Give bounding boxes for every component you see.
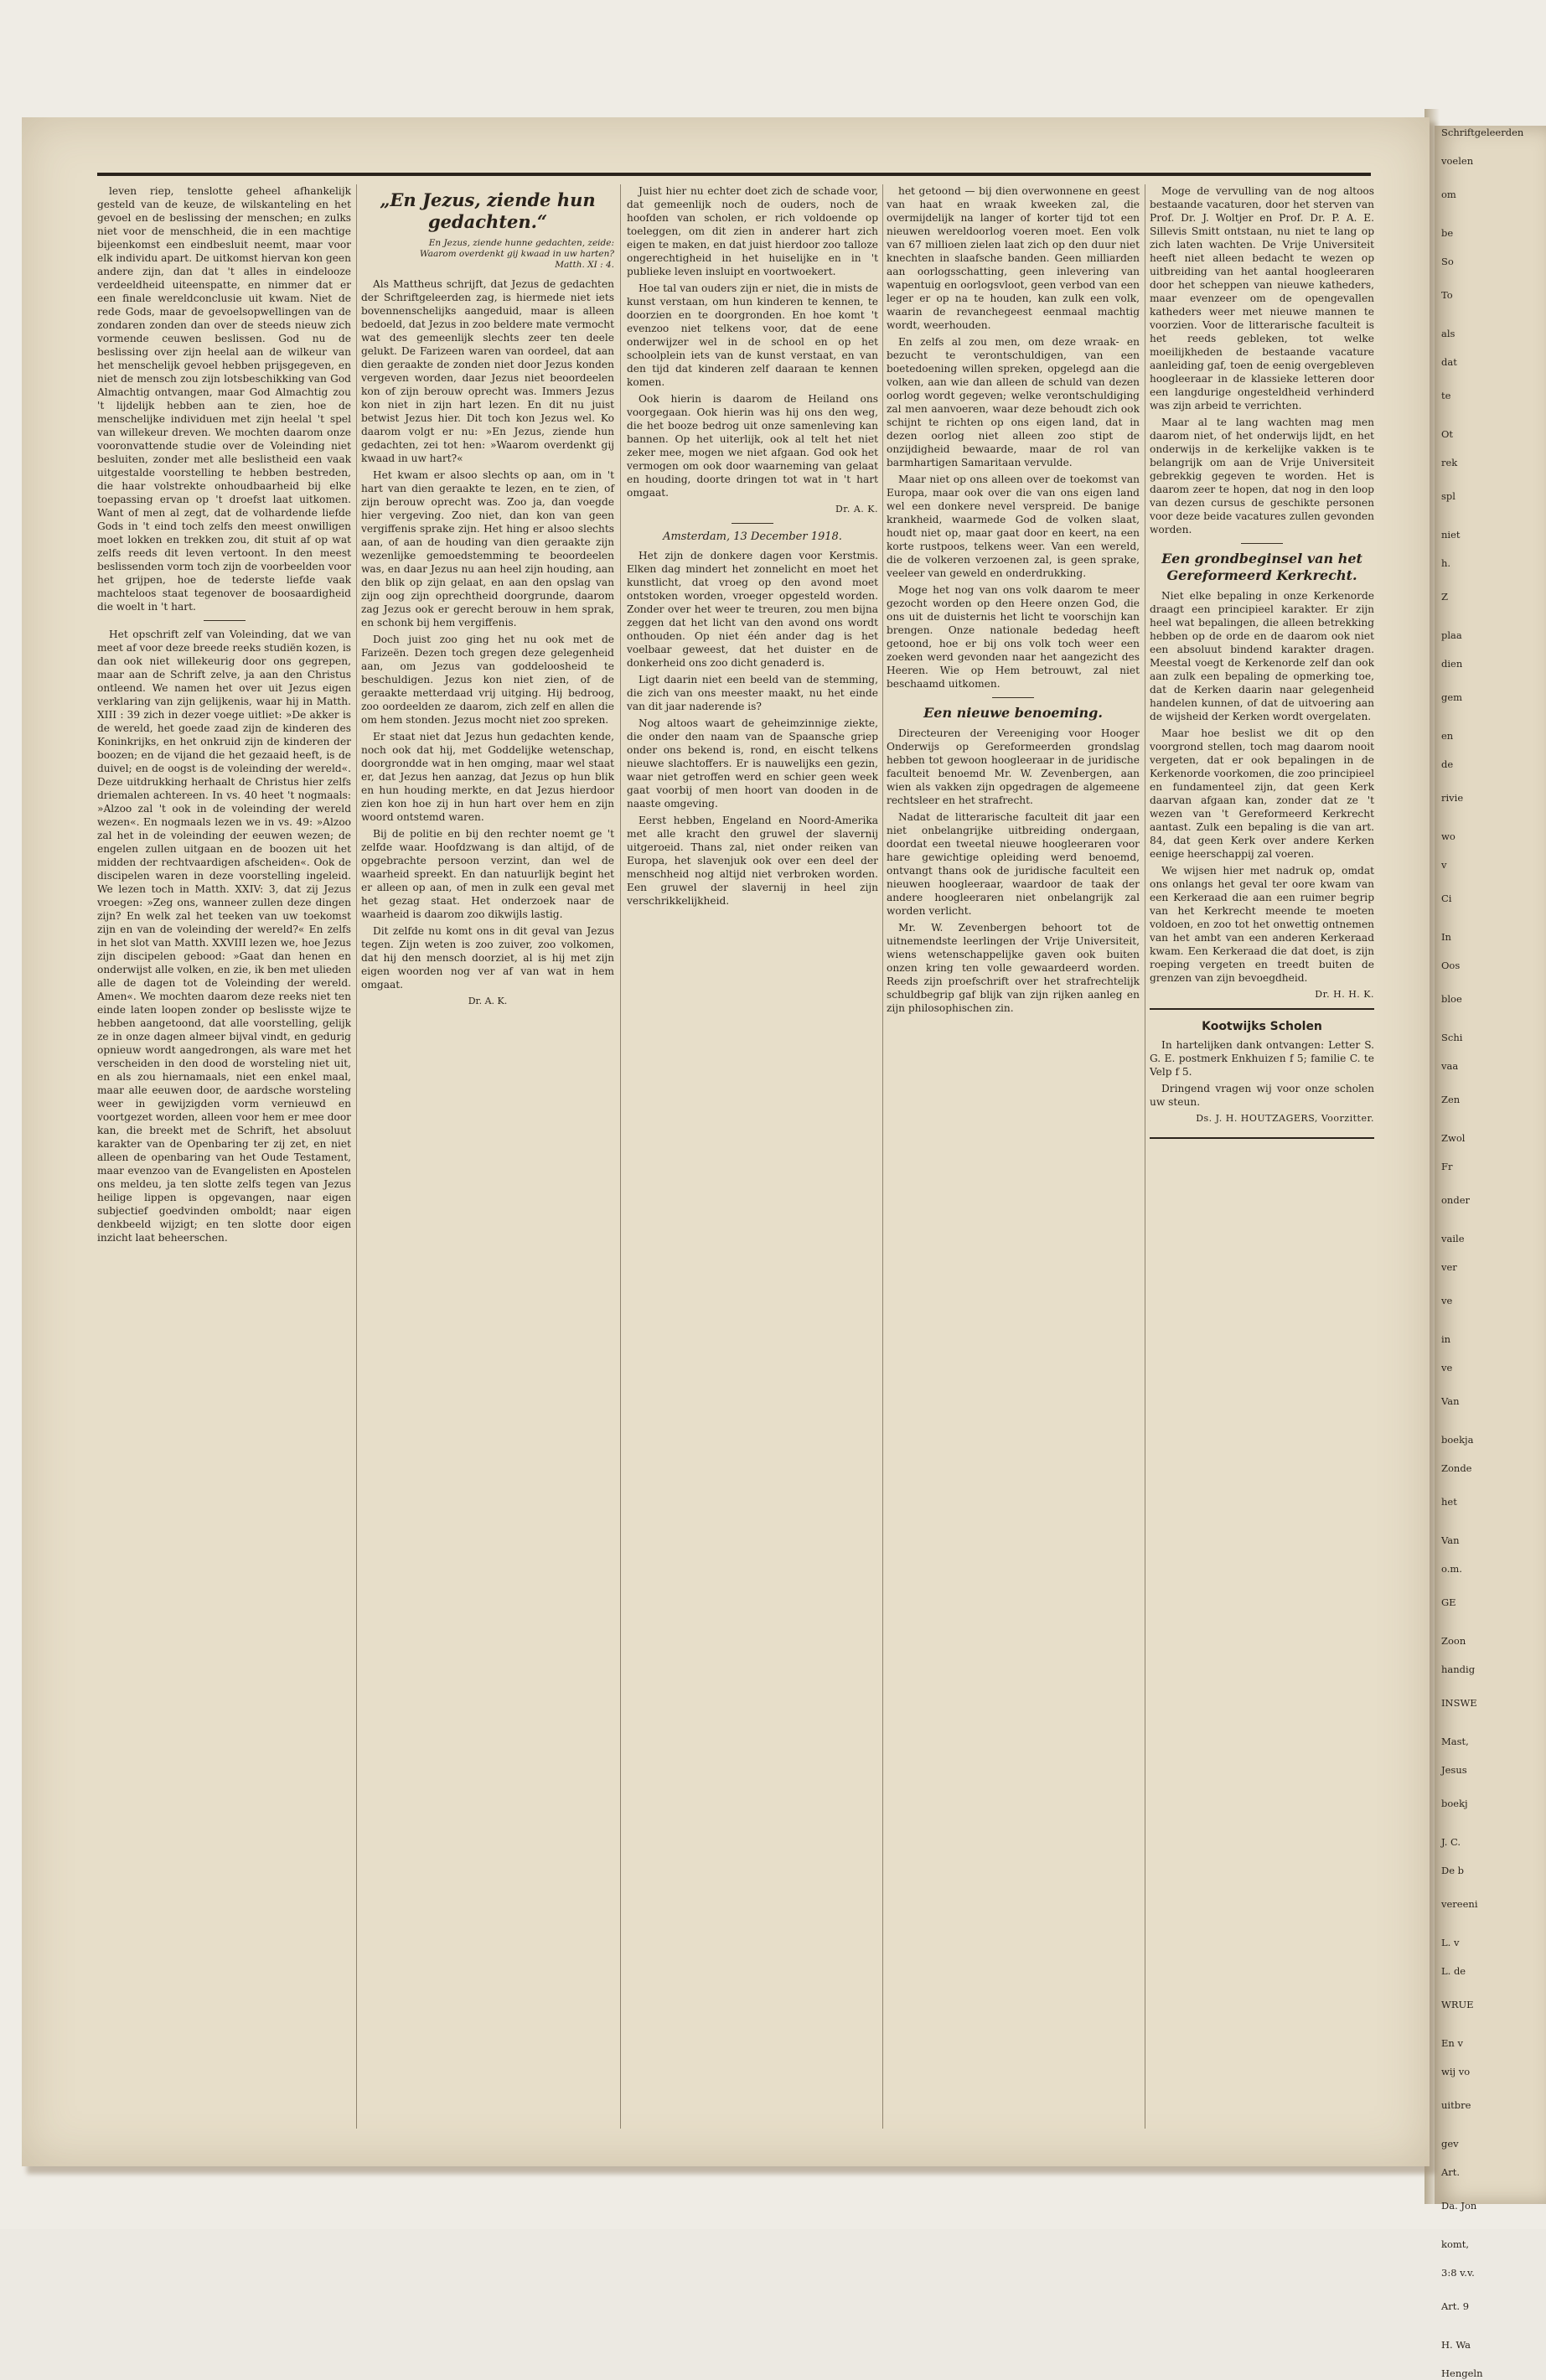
stub-line: plaa bbox=[1441, 629, 1462, 641]
stub-line: rek bbox=[1441, 457, 1458, 468]
stub-line: spl bbox=[1441, 490, 1456, 502]
paragraph: Maar niet op ons alleen over de toekomst van Europa, maar ook over die van ons eigen land wel een donkere nevel verspreid. De banige krankheid, waarmede God de volken slaat, houdt niet op, maar gaat door en keert, na een korte rustpoos, telkens weer. Van een wereld, die de volkeren verzoenen zal, is geen sprake, veeleer van geweld en onderdrukking. bbox=[887, 473, 1140, 579]
stub-line: Van bbox=[1441, 1395, 1460, 1407]
paragraph: Ligt daarin niet een beeld van de stemming, die zich van ons meester maakt, nu het einde van dit jaar naderende is? bbox=[627, 674, 878, 712]
stub-line: handig bbox=[1441, 1663, 1476, 1675]
stub-line: het bbox=[1441, 1496, 1457, 1508]
column-rule bbox=[356, 184, 357, 2129]
stub-line: Schi bbox=[1441, 1032, 1463, 1043]
paragraph: Hoe tal van ouders zijn er niet, die in mists de kunst verstaan, om hun kinderen te kennen, te doorzien en te doorgronden. En hoe komt 't evenzoo niet telkens voor, dat de eene onderwijzer wel in de school en op het schoolplein iets van de kunst verstaat, en van den tijd dat kinderen zelf daaraan te kennen komen. bbox=[627, 282, 878, 388]
stub-line: niet bbox=[1441, 529, 1461, 541]
stub-line: Ot bbox=[1441, 428, 1454, 440]
stub-line: Jesus bbox=[1441, 1764, 1467, 1776]
paragraph: We wijsen hier met nadruk op, omdat ons onlangs het geval ter oore kwam van een Kerkeraad die aan een ruimer begrip van het Kerkrecht meende te moeten voldoen, en zoo tot het onwettig ontnemen van het ambt van een anderen Kerkeraad kwam. Een Kerkeraad die dat doet, is zijn roeping vergeten en treedt buiten de grenzen van zijn bevoegdheid. bbox=[1150, 865, 1374, 984]
stub-line: en bbox=[1441, 730, 1454, 742]
stub-line: wo bbox=[1441, 830, 1456, 842]
stub-line: wij vo bbox=[1441, 2066, 1471, 2077]
stub-line: Art. 9 bbox=[1441, 2300, 1470, 2312]
stub-line: dat bbox=[1441, 356, 1457, 368]
paragraph: Maar hoe beslist we dit op den voorgrond stellen, toch mag daarom nooit vergeten, dat er ook bepalingen in de Kerkenorde voorkomen, die zoo principieel en fundamenteel zijn, dat geen Kerk daarvan afgaan kan, zonder dat ze 't wezen van 't Gereformeerd Kerkrecht aantast. Zulk een bepaling is die van art. 84, dat geen Kerk over andere Kerken eenige heerschappij zal voeren. bbox=[1150, 727, 1374, 860]
stub-line: H. Wa bbox=[1441, 2339, 1471, 2351]
stub-line: dien bbox=[1441, 658, 1463, 670]
column-3 bbox=[627, 184, 878, 2137]
signature: Ds. J. H. HOUTZAGERS, Voorzitter. bbox=[1196, 1113, 1374, 1124]
stub-line: So bbox=[1441, 256, 1454, 267]
stub-line: voelen bbox=[1441, 155, 1474, 167]
stub-line: uitbre bbox=[1441, 2099, 1471, 2111]
stub-line: te bbox=[1441, 390, 1451, 401]
stub-line: Hengeln bbox=[1441, 2367, 1483, 2379]
paragraph: het getoond — bij dien overwonnene en geest van haat en wraak kweeken zal, die overmijdelijk na langer of korter tijd tot een nieuwen wereldoorlog voeren moet. Een volk van 67 millioen zielen laat zich op den duur niet knechten in slaafsche banden. Geen milliarden aan oorlogsschatting, geen inlevering van wapentuig en oorlogsvloot, geen verbod van een leger er op na te houden, kan zulk een volk, waarin de revanchegeest eenmaal machtig wordt, weerhouden. bbox=[887, 185, 1140, 331]
stub-line: onder bbox=[1441, 1194, 1470, 1206]
stub-line: In bbox=[1441, 931, 1451, 943]
adjacent-page-text bbox=[1441, 126, 1542, 2379]
stub-line: gem bbox=[1441, 691, 1463, 703]
stub-line: o.m. bbox=[1441, 1563, 1462, 1575]
section-heading: Een nieuwe benoeming. bbox=[923, 705, 1103, 721]
stub-line: de bbox=[1441, 758, 1454, 770]
paragraph: Bij de politie en bij den rechter noemt ge 't zelfde waar. Hoofdzwang is dan altijd, of de opgebrachte persoon verzint, dan wel de waarheid spreekt. En dan natuurlijk begint het er alleen op aan, of men in zulk een geval met het gezag staat. Het onderzoek naar de waarheid is daarom zoo dikwijls lastig. bbox=[361, 828, 614, 920]
column-2 bbox=[361, 184, 614, 2137]
paragraph: Maar al te lang wachten mag men daarom niet, of het onderwijs lijdt, en het onderwijs in de kerkelijke vakken is te belangrijk om aan de Vrije Universiteit gebrekkig gegeven te worden. Het is daarom zeer te hopen, dat nog in den loop van dezen cursus de geschikte personen voor deze beide vacatures zullen gevonden worden. bbox=[1150, 416, 1374, 536]
stub-line: boekj bbox=[1441, 1798, 1468, 1809]
paragraph: Dringend vragen wij voor onze scholen uw steun. bbox=[1150, 1083, 1374, 1108]
paragraph: Nadat de litterarische faculteit dit jaar een niet onbelangrijke uitbreiding ondergaan, doordat een tweetal nieuwe hoogleeraren voor hare gewichtige opleiding werd benoemd, ontvangt thans ook de juridische faculteit een nieuwen hoogleeraar, waardoor de taak der andere hoogleeraren niet onbelangrijk zal worden verlicht. bbox=[887, 811, 1140, 917]
article-title: „En Jezus, ziende hun gedachten.“ bbox=[380, 189, 596, 232]
separator bbox=[1241, 543, 1283, 544]
scripture-motto: En Jezus, ziende hunne gedachten, zeide: Waarom overdenkt gij kwaad in uw harten? Matth. XI : 4. bbox=[419, 238, 614, 270]
stub-line: Van bbox=[1441, 1534, 1460, 1546]
stub-line: Art. bbox=[1441, 2166, 1461, 2178]
stub-line: De b bbox=[1441, 1865, 1465, 1876]
stub-line: Fr bbox=[1441, 1161, 1453, 1172]
paragraph: Moge de vervulling van de nog altoos bestaande vacaturen, door het sterven van Prof. Dr. J. Woltjer en Prof. Dr. P. A. E. Sillevis Smitt ontstaan, nu niet te lang op zich laten wachten. De Vrije Universiteit heeft niet alleen bedacht te wezen op uitbreiding van het aantal hoogleeraren door het scheppen van nieuwe katheders, maar evenzeer om de opengevallen katheders weer met nieuwe mannen te voorzien. Voor de litterarische faculteit is het reeds gebleken, tot welke moeilijkheden de bestaande vacature aanleiding gaf, toen de eenig overgebleven hoogleeraar in de klassieke letteren door een langdurige ongesteldheid verhinderd was zijn arbeid te verrichten. bbox=[1150, 185, 1374, 411]
paragraph: Mr. W. Zevenbergen behoort tot de uitnemendste leerlingen der Vrije Universiteit, wiens wetenschappelijke gaven ook buiten onzen kring ten volle gewaardeerd worden. Reeds zijn proefschrift over het strafrechtelijk schuldbegrip gaf blijk van zijn rijken aanleg en zijn philosophischen zin. bbox=[887, 922, 1140, 1014]
paragraph: Er staat niet dat Jezus hun gedachten kende, noch ook dat hij, met Goddelijke wetenschap, doorgrondde wat in hen omging, maar wel staat er, dat Jezus hen aanzag, dat Jezus op hun blik en hun houding merkte, en dat Jezus hierdoor zien kon hoe zij in hun hart over hem en zijn woord ontstemd waren. bbox=[361, 731, 614, 823]
stub-line: ver bbox=[1441, 1261, 1457, 1273]
paragraph: En zelfs al zou men, om deze wraak- en bezucht te verontschuldigen, van een boetedoening willen spreken, opgelegd aan die volken, aan wie dan alleen de schuld van dezen oorlog wordt gegeven; welke verontschuldiging zal men aanvoeren, waar deze behoudt zich ook schijnt te richten op ons eigen land, dat in dezen oorlog niet alleen zoo stipt de onzijdigheid bewaarde, maar de rol van barmhartigen Samaritaan vervulde. bbox=[887, 336, 1140, 468]
stub-line: Z bbox=[1441, 591, 1448, 603]
stub-line: WRUE bbox=[1441, 1999, 1474, 2010]
separator bbox=[732, 523, 773, 524]
paragraph: Het kwam er alsoo slechts op aan, om in 't hart van dien geraakte te lezen, en te zien, of zijn berouw oprecht was. Zoo ja, dan voegde hier vergeving. Zoo niet, dan kon van geen vergiffenis sprake zijn. Het hing er alsoo slechts aan, of aan de houding van dien geraakte zijn wezenlijke gemoedstemming te beoordeelen was, en daar Jezus nu aan heel zijn houding, aan den blik op zijn gelaat, en aan den opslag van zijn oog zijn oprechtheid doorgrunde, daarom zag Jezus ook er gerecht berouw in hem sprak, en schonk bij hem vergiffenis. bbox=[361, 469, 614, 629]
notice-heading: Kootwijks Scholen bbox=[1202, 1020, 1322, 1033]
stub-line: L. de bbox=[1441, 1965, 1466, 1977]
stub-line: gev bbox=[1441, 2138, 1459, 2150]
stub-line: om bbox=[1441, 189, 1456, 200]
signature: Dr. A. K. bbox=[835, 504, 878, 515]
paragraph: Moge het nog van ons volk daarom te meer gezocht worden op den Heere onzen God, die ons uit de duisternis het licht te voorschijn kan brengen. Onze nationale bededag heeft getoond, hoe er bij ons volk toch weer een zoeken werd gevonden naar het aangezicht des Heeren. Wie op Hem betrouwt, zal niet beschaamd uitkomen. bbox=[887, 584, 1140, 690]
stub-line: Zwol bbox=[1441, 1132, 1466, 1144]
stub-line: Zonde bbox=[1441, 1462, 1472, 1474]
paragraph: Nog altoos waart de geheimzinnige ziekte, die onder den naam van de Spaansche griep onder ons bekend is, rond, en eischt telkens nieuwe slachtoffers. Er is nauwelijks een gezin, waar niet getroffen werd en schier geen week gaat voorbij of men hoort van dooden in de naaste omgeving. bbox=[627, 717, 878, 810]
stub-line: h. bbox=[1441, 557, 1451, 569]
stub-line: En v bbox=[1441, 2037, 1463, 2049]
paragraph: Directeuren der Vereeniging voor Hooger Onderwijs op Gereformeerden grondslag hebben tot gewoon hoogleeraar in de juridische faculteit benoemd Mr. W. Zevenbergen, aan wien als vakken zijn opgedragen de algemeene rechtsleer en het strafrecht. bbox=[887, 727, 1140, 806]
stub-line: boekja bbox=[1441, 1434, 1474, 1446]
stub-line: Zoon bbox=[1441, 1635, 1466, 1647]
stub-line: ve bbox=[1441, 1362, 1453, 1374]
separator bbox=[992, 697, 1034, 698]
paragraph: Eerst hebben, Engeland en Noord-Amerika met alle kracht den gruwel der slavernij uitgeroeid. Thans zal, niet onder reiken van Europa, het slavenjuk ook over een deel der menschheid nog altijd niet verbroken worden. Een gruwel der slavernij in heel zijn verschrikkelijkheid. bbox=[627, 815, 878, 907]
newspaper-page bbox=[22, 117, 1430, 2166]
stub-line: rivie bbox=[1441, 792, 1464, 804]
paragraph: Niet elke bepaling in onze Kerkenorde draagt een principieel karakter. Er zijn heel wat bepalingen, die alleen betrekking hebben op de orde en de daarom ook niet een absoluut bindend karakter dragen. Meestal voegt de Kerkenorde zelf dan ook aan zulk een bepaling de opmerking toe, dat de Kerken daarin naar gelegenheid handelen kunnen, of dat de uitvoering aan de wijsheid der Kerken wordt overgelaten. bbox=[1150, 590, 1374, 722]
stub-line: INSWE bbox=[1441, 1697, 1477, 1709]
stub-line: v bbox=[1441, 859, 1447, 871]
paragraph: Het opschrift zelf van Voleinding, dat we van meet af voor deze breede reeks studiën kozen, is dan ook niet willekeurig door ons gegrepen, maar aan de Schrift zelve, ja aan den Christus ontleend. We namen het over uit Jezus eigen verklaring van zijn gelijkenis, waar hij in Matth. XIII : 39 zich in dezer voege uitliet: »De akker is de wereld, het goede zaad zijn de kinderen des Koninkrijks, en het onkruid zijn de kinderen der boozen; en de vijand die het gezaaid heeft, is de duivel; en de oogst is de voleinding der wereld«. Deze uitdrukking herhaalt de Christus hier zelfs driemalen achtereen. In vs. 40 heet 't nogmaals: »Alzoo zal 't ook in de voleinding der wereld wezen«. En nogmaals lezen we in vs. 49: »Alzoo zal het in de voleinding der eeuwen wezen; de engelen zullen uitgaan en de boozen uit het midden der rechtvaardigen afscheiden«. Ook de discipelen waren in deze voorstelling ingeleid. We lezen toch in Matth. XXIV: 3, dat zij Jezus vroegen: »Zeg ons, wanneer zullen deze dingen zijn? En welk zal het teeken van uw toekomst zijn en van de voleinding der wereld?« En zelfs in het slot van Matth. XXVIII lezen we, hoe Jezus zijn discipelen gebood: »Gaat dan henen en onderwijst alle volken, en zie, ik ben met ulieden alle de dagen tot de Voleinding der wereld. Amen«. We mochten daarom deze reeks niet ten einde laten loopen zonder op beslisste wijze te hebben aangetoond, dat alle voorstelling, gelijk ze in onze dagen almeer bijval vindt, en gedurig opnieuw wordt aangedrongen, als ware met het verscheiden in den dood de worsteling niet uit, en als zou hiernamaals, niet een enkel maal, maar alle eeuwen door, de aardsche worsteling weer in gewijzigden vorm vernieuwd en voortgezet worden, alleen voor hem er mee door kan, die breekt met de Schrift, het absoluut karakter van de Openbaring ter zij zet, en niet alleen de openbaring van het Oude Testament, maar evenzoo van de Evangelisten en Apostelen ons meldeu, ja ten slotte zelfs tegen van Jezus heilige lippen is opgevangen, naar eigen subjectief goedvinden omboldt; naar eigen denkbeeld wijzigt; en ten slotte door eigen inzicht laat beheerschen. bbox=[97, 629, 351, 1244]
section-heading: Een grondbeginsel van het Gereformeerd Kerkrecht. bbox=[1161, 551, 1362, 583]
paragraph: Doch juist zoo ging het nu ook met de Farizeën. Dezen toch gregen deze gelegenheid aan, om Jezus van goddeloosheid te beschuldigen. Jezus kon niet zien, of de geraakte metterdaad vrij uitging. Hij bedroog, zoo oordeelden ze daarom, zich zelf en allen die om hem stonden. Jezus mocht niet zoo spreken. bbox=[361, 634, 614, 726]
paragraph: In hartelijken dank ontvangen: Letter S. G. E. postmerk Enkhuizen f 5; familie C. te Velp f 5. bbox=[1150, 1039, 1374, 1078]
paragraph: Dit zelfde nu komt ons in dit geval van Jezus tegen. Zijn weten is zoo zuiver, zoo volkomen, dat hij den mensch doorziet, al is hij met zijn eigen woorden nog ver af van wat in hem omgaat. bbox=[361, 925, 614, 991]
column-rule bbox=[620, 184, 621, 2129]
notice-box bbox=[1150, 1008, 1374, 1139]
adjacent-page bbox=[1435, 126, 1546, 2379]
stub-line: vaile bbox=[1441, 1233, 1465, 1244]
stub-line: in bbox=[1441, 1333, 1451, 1345]
stub-line: Ci bbox=[1441, 892, 1452, 904]
stub-line: 3:8 v.v. bbox=[1441, 2267, 1475, 2279]
stub-line: Oos bbox=[1441, 960, 1461, 971]
stub-line: Mast, bbox=[1441, 1736, 1469, 1747]
stub-line: als bbox=[1441, 328, 1456, 339]
stub-line: Zen bbox=[1441, 1094, 1461, 1105]
column-rule bbox=[882, 184, 883, 2129]
stub-line: Schriftgeleerden bbox=[1441, 127, 1524, 138]
signature: Dr. H. H. K. bbox=[1315, 989, 1374, 1000]
stub-line: komt, bbox=[1441, 2238, 1470, 2250]
paragraph: Ook hierin is daarom de Heiland ons voorgegaan. Ook hierin was hij ons den weg, die het booze bedrog uit onze samenleving kan bannen. Op het uiterlijk, ook al telt het niet zeker mee, mogen we niet afgaan. God ook het vermogen om ook door waarneming van gelaat en houding, doorte dringen tot wat in 't hart omgaat. bbox=[627, 393, 878, 499]
paragraph: Als Mattheus schrijft, dat Jezus de gedachten der Schriftgeleerden zag, is hiermede niet iets bovennenschelijks aangeduid, maar is alleen bedoeld, dat Jezus in zoo beldere mate vermocht wat des gemeenlijk slechts zeer ten deele gelukt. De Farizeen waren van oordeel, dat aan dien geraakte de zonden niet door Jezus konden vergeven worden, daar Jezus niet beoordeelen kon of zijn berouw oprecht was. Immers Jezus kon niet in zijn hart lezen. En dit nu juist betwist Jezus hier. Dit toch kon Jezus wel. Ko daarom volgt er nu: »En Jezus, ziende hun gedachten, zei tot hen: »Waarom overdenkt gij kwaad in uw hart?« bbox=[361, 278, 614, 464]
top-rule bbox=[97, 173, 1371, 176]
column-1 bbox=[97, 184, 351, 2137]
paragraph: Het zijn de donkere dagen voor Kerstmis. Elken dag mindert het zonnelicht en moet het kunstlicht, dat vroeg op den avond moet ontstoken worden, vroeger opgesteld worden. Zonder over het weer te treuren, zou men bijna zeggen dat het licht van den avond ons wordt onthouden. Op niet één ander dag is het voelbaar geweest, dat het duister en de donkerheid ons zoo dicht genaderd is. bbox=[627, 550, 878, 669]
stub-line: L. v bbox=[1441, 1937, 1460, 1948]
stub-line: be bbox=[1441, 227, 1454, 239]
stub-line: ve bbox=[1441, 1295, 1453, 1306]
separator bbox=[204, 620, 246, 621]
paragraph: leven riep, tenslotte geheel afhankelijk gesteld van de keuze, de wilskanteling en het gevoel en de beslissing der menschen; en zulks niet voor de menschheid, die in een machtige bijeenkomst een eindbesluit neemt, maar voor elk individu apart. De uitkomst hiervan kon geen andere zijn, dan dat 't alles in eindelooze verdeeldheid uiteenspatte, en nimmer dat er een finale wereldconclusie uit kwam. Niet de rede Gods, maar de gevoelsopwellingen van de zondaren zonden dan over de steeds nieuw zich vormende ceuwen beslissen. God nu de beslissing over zijn heelal aan de wilkeur van het menschelijk gevoel hebben prijsgegeven, en niet de mensch zou zijn lotsbeschikking van God Almachtig ontvangen, maar God Almachtig zou 't lijdelijk hebben aan te zien, hoe de menschelijke individuen met zijn heelal 't spel van willekeur dreven. We mochten daarom onze vooronvattende studie over de Voleinding niet besluiten, zonder met alle beslistheid een vaak uitgestalde voorstelling te hebben bestreden, die haar volstrekte onhoudbaarheid bij elke toepassing ervan op 't droefst laat uitkomen. Want of men al zegt, dat de volhardende liefde Gods in 't eind toch zelfs den meest onwilligen moet lokken en trekken zou, dit stuit af op wat zelfs reeds dit leven vertoont. In den meest beslissenden vorm toch zijn de voorbeelden voor het grijpen, hoe de tederste liefde vaak machteloos staat tegenover de boosaardigheid die woelt in 't hart. bbox=[97, 185, 351, 613]
stub-line: J. C. bbox=[1441, 1836, 1461, 1848]
column-5 bbox=[1150, 184, 1374, 2137]
stub-line: GE bbox=[1441, 1596, 1456, 1608]
signature: Dr. A. K. bbox=[468, 996, 508, 1006]
stub-line: Da. Jon bbox=[1441, 2200, 1477, 2212]
paragraph: Juist hier nu echter doet zich de schade voor, dat gemeenlijk noch de ouders, noch de hoofden van scholen, er rich voldoende op toeleggen, om dit zien in anderer hart zich eigen te maken, en dat juist hierdoor zoo talloze ongerechtigheid in het huiselijke en in 't publieke leven insluipt en voortwoekert. bbox=[627, 185, 878, 277]
stub-line: vaa bbox=[1441, 1060, 1459, 1072]
column-4 bbox=[887, 184, 1140, 2137]
stub-line: bloe bbox=[1441, 993, 1462, 1005]
stub-line: To bbox=[1441, 289, 1453, 301]
stub-line: vereeni bbox=[1441, 1898, 1478, 1910]
dateline: Amsterdam, 13 December 1918. bbox=[663, 530, 842, 543]
